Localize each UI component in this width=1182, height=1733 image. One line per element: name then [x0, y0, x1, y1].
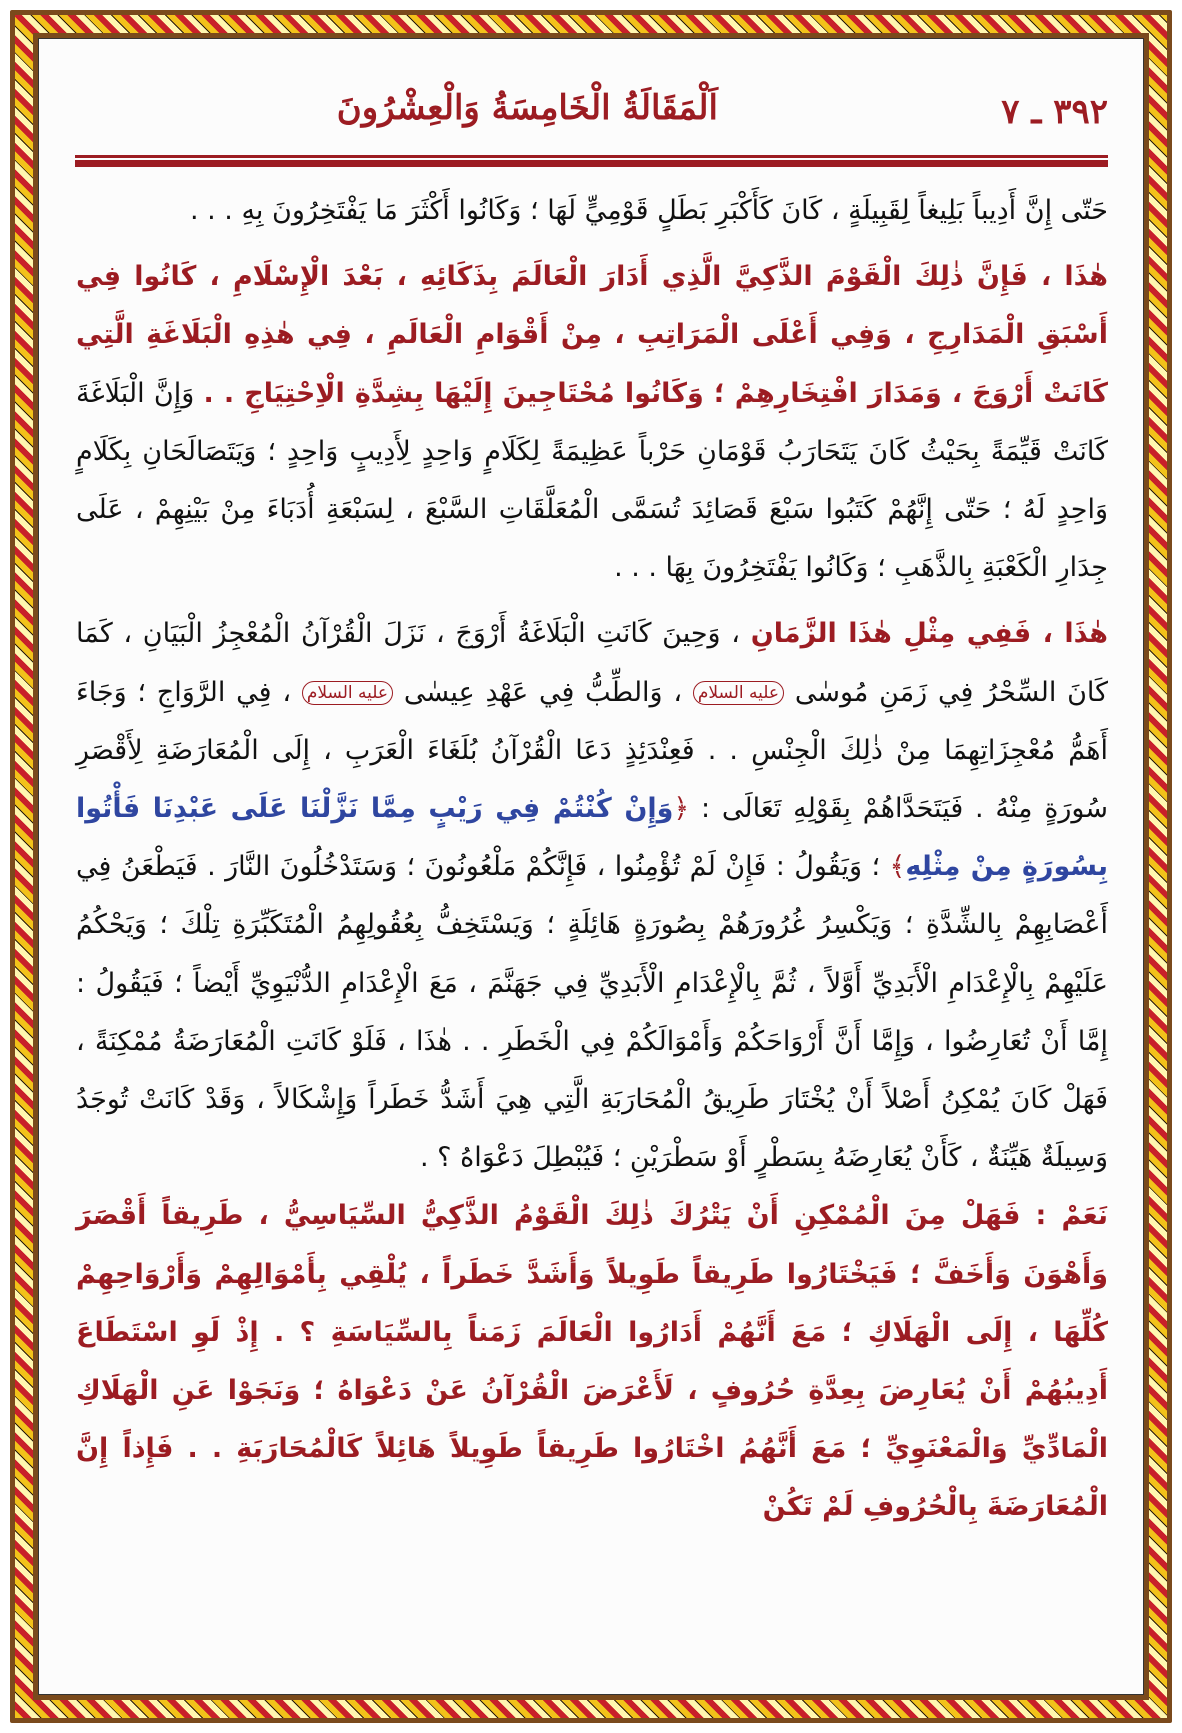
text-segment: ، وَحِينَ كَانَتِ الْبَلَاغَةُ أَرْوَجَ ، نَزَلَ الْقُرْآنُ الْمُعْجِزُ الْبَيَانِ ، كَمَا كَانَ السِّحْرُ فِي زَمَنِ مُوسٰى	[76, 618, 1109, 708]
chapter-title: اَلْمَقَالَةُ الْخَامِسَةُ وَالْعِشْرُونَ	[336, 88, 718, 128]
header-rule-thick	[75, 160, 1108, 167]
text-segment: حَتّى إِنَّ أَدِيباً بَلِيغاً لِقَبِيلَةٍ ، كَانَ كَأَكْبَرِ بَطَلٍ قَوْمِيٍّ لَهَا ؛ وَكَانُوا أَكْثَرَ مَا يَفْتَخِرُونَ بِهِ . . .	[189, 195, 1108, 226]
page-header	[75, 88, 1108, 148]
paragraph-3	[76, 605, 1108, 1187]
emphasized-text: هٰذَا ، فَإِنَّ ذٰلِكَ الْقَوْمَ الذَّكِيَّ الَّذِي أَدَارَ الْعَالَمَ بِذَكَائِهِ ، بَعْدَ الْإِسْلَامِ ، كَانُوا فِي أَسْبَقِ الْمَدَارِجِ ، وَفِي أَعْلَى الْمَرَاتِبِ ، مِنْ أَقْوَامِ الْعَالَمِ ، فِي هٰذِهِ الْبَلَاغَةِ الَّتِي كَانَتْ أَرْوَجَ ، وَمَدَارَ افْتِخَارِهِمْ ؛ وَكَانُوا مُحْتَاجِينَ إِلَيْهَا بِشِدَّةِ الْاِحْتِيَاجِ . .	[76, 261, 1108, 409]
honorific-icon: عليه السلام	[693, 681, 784, 705]
paragraph-4	[76, 1187, 1108, 1536]
paragraph-2	[76, 248, 1108, 597]
honorific-icon: عليه السلام	[302, 681, 393, 705]
quran-bracket-open-icon: ﴿	[673, 793, 690, 825]
page-number: ٣٩٢ ـ ٧	[1001, 92, 1108, 132]
text-segment: ؛ وَيَقُولُ : فَإِنْ لَمْ تُؤْمِنُوا ، فَإِنَّكُمْ مَلْعُونُونَ ؛ وَسَتَدْخُلُونَ النَّارَ . فَيَطْعَنُ فِي أَعْصَابِهِمْ بِالشِّدَّةِ ؛ وَيَكْسِرُ غُرُورَهُمْ بِصُورَةٍ هَائِلَةٍ ؛ وَيَسْتَخِفُّ بِعُقُولِهِمُ الْمُتَكَبِّرَةِ تِلْكَ ؛ وَيَحْكُمُ عَلَيْهِمْ بِالْإِعْدَامِ الْأَبَدِيِّ أَوَّلاً ، ثُمَّ بِالْإِعْدَامِ الْأَبَدِيِّ فِي جَهَنَّمَ ، مَعَ الْإِعْدَامِ الدُّنْيَوِيِّ أَيْضاً ؛ فَيَقُولُ : إِمَّا أَنْ تُعَارِضُوا ، وَإِمَّا أَنَّ أَرْوَاحَكُمْ وَأَمْوَالَكُمْ فِي الْخَطَرِ . . هٰذَا ، فَلَوْ كَانَتِ الْمُعَارَضَةُ مُمْكِنَةً ، فَهَلْ كَانَ يُمْكِنُ أَصْلاً أَنْ يُخْتَارَ طَرِيقُ الْمُحَارَبَةِ الَّتِي هِيَ أَشَدُّ خَطَراً وَإِشْكَالاً ، وَقَدْ كَانَتْ تُوجَدُ وَسِيلَةٌ هَيِّنَةٌ ، كَأَنْ يُعَارِضَهُ بِسَطْرٍ أَوْ سَطْرَيْنِ ؛ فَيُبْطِلَ دَعْوَاهُ ؟ .	[76, 851, 1108, 1174]
quran-verse: وَإِنْ كُنْتُمْ فِي رَيْبٍ مِمَّا نَزَّلْنَا عَلَى عَبْدِنَا فَأْتُوا بِسُورَةٍ مِنْ مِثْلِهِ	[76, 793, 1108, 883]
paragraph-1	[76, 182, 1108, 240]
text-segment: وَإِنَّ الْبَلَاغَةَ كَانَتْ قَيِّمَةً بِحَيْثُ كَانَ يَتَحَارَبُ قَوْمَانِ حَرْباً عَظِيمَةً لِكَلَامٍ وَاحِدٍ لِأَدِيبٍ وَاحِدٍ ؛ وَيَتَصَالَحَانِ بِكَلَامٍ وَاحِدٍ لَهُ ؛ حَتّى إِنَّهُمْ كَتَبُوا سَبْعَ قَصَائِدَ تُسَمَّى الْمُعَلَّقَاتِ السَّبْعَ ، لِسَبْعَةِ أُدَبَاءَ مِنْ بَيْنِهِمْ ، عَلَى جِدَارِ الْكَعْبَةِ بِالذَّهَبِ ؛ وَكَانُوا يَفْتَخِرُونَ بِهَا . . .	[76, 377, 1108, 584]
emphasized-text: نَعَمْ : فَهَلْ مِنَ الْمُمْكِنِ أَنْ يَتْرُكَ ذٰلِكَ الْقَوْمُ الذَّكِيُّ السِّيَاسِيُّ ، طَرِيقاً أَقْصَرَ وَأَهْوَنَ وَأَخَفَّ ؛ فَيَخْتَارُوا طَرِيقاً طَوِيلاً وَأَشَدَّ خَطَراً ، يُلْقِي بِأَمْوَالِهِمْ وَأَرْوَاحِهِمْ كُلِّهَا ، إِلَى الْهَلَاكِ ؛ مَعَ أَنَّهُمْ أَدَارُوا الْعَالَمَ زَمَناً بِالسِّيَاسَةِ ؟ . إِذْ لَوِ اسْتَطَاعَ أَدِيبُهُمْ أَنْ يُعَارِضَ بِعِدَّةِ حُرُوفٍ ، لَأَعْرَضَ الْقُرْآنُ عَنْ دَعْوَاهُ ؛ وَنَجَوْا عَنِ الْهَلَاكِ الْمَادِّيِّ وَالْمَعْنَوِيِّ ؛ مَعَ أَنَّهُمُ اخْتَارُوا طَرِيقاً طَوِيلاً هَائِلاً كَالْمُحَارَبَةِ . . فَإِذاً إِنَّ الْمُعَارَضَةَ بِالْحُرُوفِ لَمْ تَكُنْ	[76, 1200, 1108, 1523]
body-text	[76, 182, 1108, 1537]
text-segment: ، فِي الرَّوَاجِ ؛ وَجَاءَ أَهَمُّ مُعْجِزَاتِهِمَا مِنْ ذٰلِكَ الْجِنْسِ . . فَعِنْدَئِذٍ دَعَا الْقُرْآنُ بُلَغَاءَ الْعَرَبِ ، إِلَى الْمُعَارَضَةِ لِأَقْصَرِ سُورَةٍ مِنْهُ . فَيَتَحَدَّاهُمْ بِقَوْلِهِ تَعَالَى :	[76, 676, 1109, 825]
quran-bracket-close-icon: ﴾	[889, 851, 906, 883]
emphasized-text: هٰذَا ، فَفِي مِثْلِ هٰذَا الزَّمَانِ	[750, 618, 1108, 650]
header-rule-thin	[75, 155, 1108, 158]
text-segment: ، وَالطِّبُّ فِي عَهْدِ عِيسٰى	[393, 676, 693, 708]
